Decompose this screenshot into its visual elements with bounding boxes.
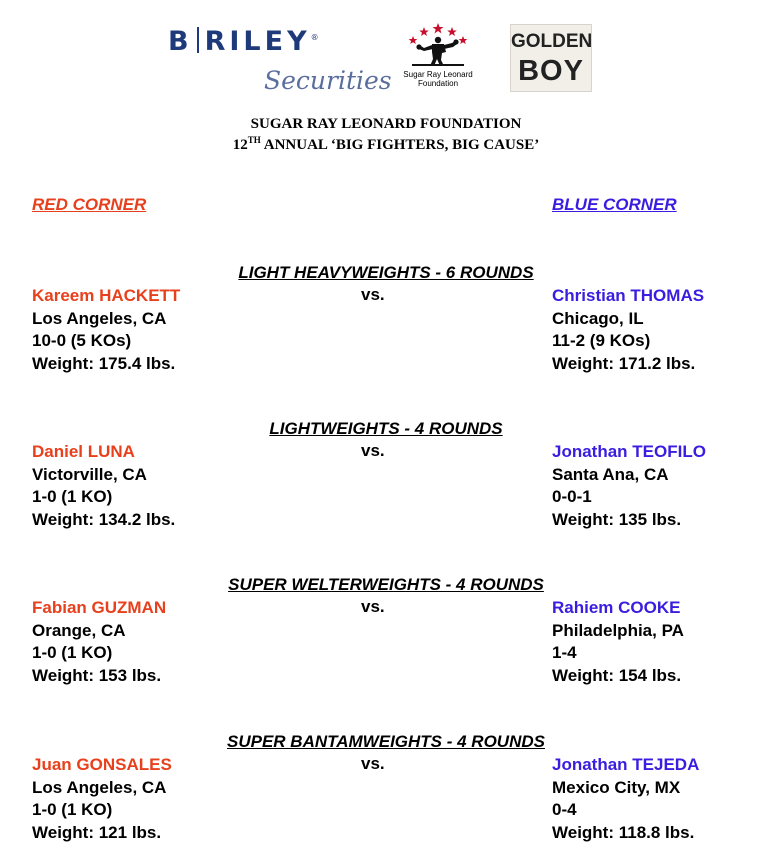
srlf-logo-line2: Foundation xyxy=(417,79,459,88)
vs-label: vs. xyxy=(361,597,385,616)
blue-corner-fighter xyxy=(552,285,704,375)
fighter-record: 11-2 (9 KOs) xyxy=(552,331,651,350)
red-corner-heading: RED CORNER xyxy=(32,195,147,214)
fighter-hometown: Chicago, IL xyxy=(552,308,644,328)
boxer-stars-icon xyxy=(402,22,474,68)
b-riley-securities-logo xyxy=(168,26,390,100)
fighter-hometown: Orange, CA xyxy=(32,620,126,640)
registered-mark: ® xyxy=(310,33,319,42)
event-edition-number: 12 xyxy=(232,137,248,153)
fighter-record: 1-4 xyxy=(552,643,577,662)
event-name: ANNUAL ‘BIG FIGHTERS, BIG CAUSE’ xyxy=(260,137,540,153)
fighter-record: 1-0 (1 KO) xyxy=(32,487,113,506)
fighter-name: Jonathan TEOFILO xyxy=(552,442,706,461)
fighter-name: Christian THOMAS xyxy=(552,286,705,305)
event-title xyxy=(0,135,772,154)
vs-label: vs. xyxy=(361,285,385,304)
sugar-ray-leonard-foundation-logo xyxy=(388,22,488,94)
fighter-hometown: Victorville, CA xyxy=(32,464,147,484)
fighter-weight: Weight: 175.4 lbs. xyxy=(32,353,176,373)
b-riley-word: RILEY xyxy=(204,26,311,57)
red-corner-fighter xyxy=(32,441,175,531)
fighter-record: 0-0-1 xyxy=(552,487,592,506)
fighter-name: Fabian GUZMAN xyxy=(32,598,167,617)
golden-boy-logo xyxy=(510,24,592,92)
blue-corner-heading: BLUE CORNER xyxy=(552,195,677,214)
fighter-weight: Weight: 134.2 lbs. xyxy=(32,509,176,529)
division-heading: SUPER BANTAMWEIGHTS - 4 ROUNDS xyxy=(227,732,545,751)
blue-corner-fighter xyxy=(552,754,699,844)
fighter-hometown: Los Angeles, CA xyxy=(32,308,167,328)
red-corner-fighter xyxy=(32,597,166,687)
red-corner-fighter xyxy=(32,285,180,375)
b-riley-divider xyxy=(197,27,199,53)
bout-card xyxy=(0,732,772,852)
sponsor-logos xyxy=(0,22,772,102)
vs-label: vs. xyxy=(361,441,385,460)
fighter-hometown: Los Angeles, CA xyxy=(32,777,167,797)
red-corner-fighter xyxy=(32,754,172,844)
golden-boy-logo-top: GOLDEN xyxy=(511,31,593,52)
blue-corner-fighter xyxy=(552,597,684,687)
fighter-weight: Weight: 118.8 lbs. xyxy=(552,822,695,842)
fighter-hometown: Philadelphia, PA xyxy=(552,620,684,640)
fighter-name: Rahiem COOKE xyxy=(552,598,681,617)
division-heading: LIGHT HEAVYWEIGHTS - 6 ROUNDS xyxy=(238,263,534,282)
fighter-record: 10-0 (5 KOs) xyxy=(32,331,132,350)
srlf-logo-line1: Sugar Ray Leonard xyxy=(403,70,473,79)
fighter-weight: Weight: 121 lbs. xyxy=(32,822,162,842)
bout-card xyxy=(0,575,772,695)
fighter-weight: Weight: 171.2 lbs. xyxy=(552,353,696,373)
vs-label: vs. xyxy=(361,754,385,773)
fighter-name: Jonathan TEJEDA xyxy=(552,755,700,774)
fighter-hometown: Mexico City, MX xyxy=(552,777,681,797)
fighter-record: 1-0 (1 KO) xyxy=(32,800,113,819)
b-riley-securities-word: Securities xyxy=(264,66,392,95)
fighter-weight: Weight: 153 lbs. xyxy=(32,665,162,685)
division-heading: SUPER WELTERWEIGHTS - 4 ROUNDS xyxy=(228,575,544,594)
b-riley-letter-b: B xyxy=(168,26,193,57)
fighter-weight: Weight: 154 lbs. xyxy=(552,665,682,685)
fighter-hometown: Santa Ana, CA xyxy=(552,464,669,484)
golden-boy-logo-bottom: BOY xyxy=(518,55,584,87)
event-edition-suffix: TH xyxy=(247,135,261,145)
bout-card xyxy=(0,263,772,383)
blue-corner-fighter xyxy=(552,441,706,531)
fighter-name: Kareem HACKETT xyxy=(32,286,181,305)
fighter-name: Daniel LUNA xyxy=(32,442,135,461)
fighter-name: Juan GONSALES xyxy=(32,755,172,774)
fighter-record: 0-4 xyxy=(552,800,577,819)
bout-card xyxy=(0,419,772,539)
fighter-record: 1-0 (1 KO) xyxy=(32,643,113,662)
fighter-weight: Weight: 135 lbs. xyxy=(552,509,682,529)
division-heading: LIGHTWEIGHTS - 4 ROUNDS xyxy=(269,419,503,438)
event-organizer-title: SUGAR RAY LEONARD FOUNDATION xyxy=(250,116,522,132)
